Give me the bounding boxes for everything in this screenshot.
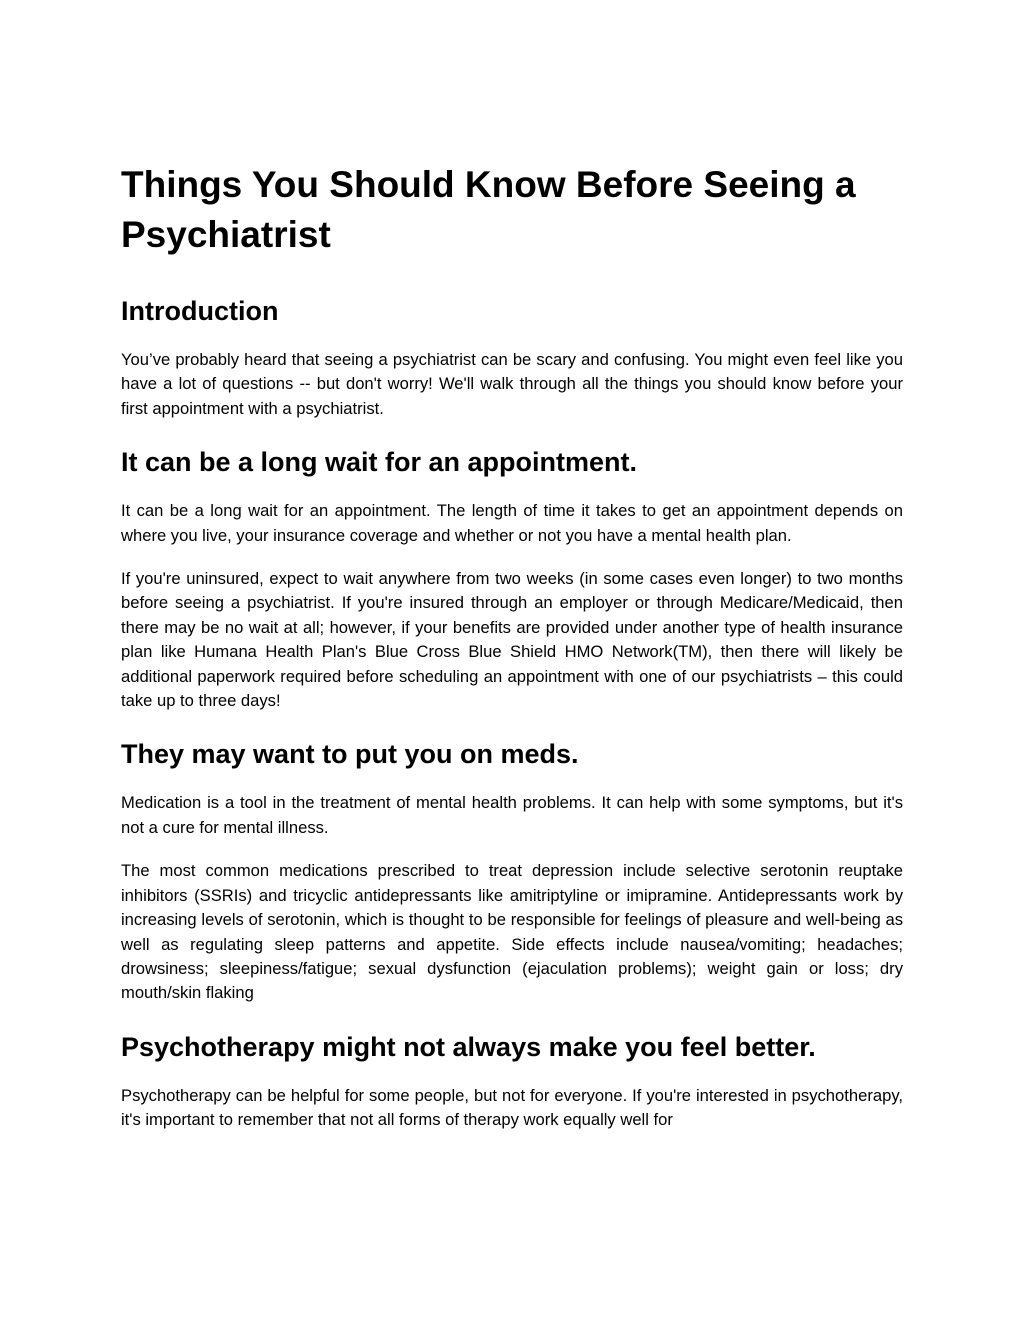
- section-heading: They may want to put you on meds.: [121, 739, 579, 770]
- section-paragraph: Psychotherapy can be helpful for some people, but not for everyone. If you're interested in psychotherapy, it's important to remember that not all forms of therapy work equally well for: [121, 1085, 903, 1130]
- section-meds: [121, 737, 903, 1005]
- section-paragraph: You’ve probably heard that seeing a psychiatrist can be scary and confusing. You might even feel like you have a lot of questions -- but don't worry! We'll walk through all the things you should know before your first appointment with a psychiatrist.: [121, 350, 903, 418]
- section-paragraph: If you're uninsured, expect to wait anywhere from two weeks (in some cases even longer) to two months before seeing a psychiatrist. If you're insured through an employer or through Medicare/Medicaid, then there may be no wait at all; however, if your benefits are provided under another type of health insurance plan like Humana Health Plan's Blue Cross Blue Shield HMO Network(TM), then there will likely be additional paperwork required before scheduling an appointment with one of our psychiatrists – this could take up to three days!: [121, 569, 903, 711]
- section-psychotherapy: [121, 1030, 903, 1133]
- section-paragraph: Medication is a tool in the treatment of mental health problems. It can help with some symptoms, but it's not a cure for mental illness.: [121, 793, 903, 837]
- section-heading: Psychotherapy might not always make you feel better.: [121, 1031, 816, 1062]
- section-paragraph: It can be a long wait for an appointment. The length of time it takes to get an appointment depends on where you live, your insurance coverage and whether or not you have a mental health plan.: [121, 501, 903, 545]
- document-page: [121, 160, 903, 1152]
- section-introduction: [121, 294, 903, 421]
- section-long-wait: [121, 445, 903, 713]
- section-heading: Introduction: [121, 296, 279, 326]
- document-title: Things You Should Know Before Seeing a Psychiatrist: [121, 164, 856, 255]
- section-paragraph: The most common medications prescribed to treat depression include selective serotonin reuptake inhibitors (SSRIs) and tricyclic antidepressants like amitriptyline or imipramine. Antidepressants work by increasing levels of serotonin, which is thought to be responsible for feelings of pleasure and well-being as well as regulating sleep patterns and appetite. Side effects include nausea/vomiting; headaches; drowsiness; sleepiness/fatigue; sexual dysfunction (ejaculation problems); weight gain or loss; dry mouth/skin flaking: [121, 861, 903, 1003]
- section-heading: It can be a long wait for an appointment.: [121, 447, 638, 478]
